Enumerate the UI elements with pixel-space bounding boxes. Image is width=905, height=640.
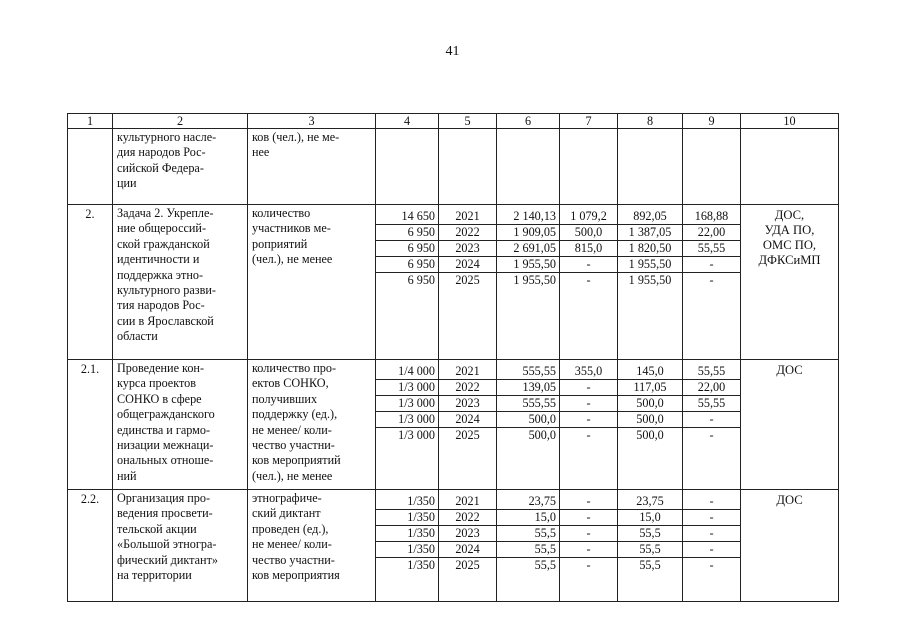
year-value: 2022: [439, 224, 496, 240]
other-value: -: [683, 427, 740, 443]
measure-name: [113, 490, 248, 602]
target-value: 6 950: [376, 224, 438, 240]
indicator-line: не менее/ коли-: [252, 537, 332, 552]
col-total: [497, 490, 560, 602]
other-value: 22,00: [683, 224, 740, 240]
reg-value: 1 955,50: [618, 256, 682, 272]
target-value: 1/3 000: [376, 411, 438, 427]
col-target: [376, 490, 439, 602]
indicator-line: ектов СОНКО,: [252, 376, 329, 391]
indicator-line: ков мероприятия: [252, 568, 340, 583]
measure-name-line: на территории: [117, 568, 192, 583]
total-value: 1 955,50: [497, 272, 559, 288]
other-value: -: [683, 411, 740, 427]
other-value: 55,55: [683, 240, 740, 256]
col-year: [439, 490, 497, 602]
fed-value: -: [560, 557, 617, 573]
measure-name-line: ний: [117, 468, 137, 483]
col-other: [683, 490, 741, 602]
executor-line: ДОС: [776, 363, 803, 377]
indicator-line: поддержку (ед.),: [252, 407, 338, 422]
indicator-line: этнографиче-: [252, 491, 322, 505]
target-value: 1/3 000: [376, 379, 438, 395]
total-value: 139,05: [497, 379, 559, 395]
col-reg: [618, 490, 683, 602]
col-target: [376, 360, 439, 490]
executor-line: УДА ПО,: [764, 223, 815, 237]
target-value: 14 650: [401, 209, 435, 223]
header-cell: 3: [248, 114, 376, 129]
fed-value: 500,0: [560, 224, 617, 240]
page-number: 41: [445, 44, 460, 59]
total-value: 55,5: [497, 541, 559, 557]
measure-name-line: сийской Федера-: [117, 160, 204, 175]
measure-name: [113, 360, 248, 490]
target-value: 1/350: [407, 494, 435, 508]
fed-value: -: [586, 494, 591, 508]
col-target: [376, 129, 439, 205]
reg-value: 500,0: [618, 395, 682, 411]
fed-value: -: [560, 525, 617, 541]
header-row: [68, 114, 839, 129]
item-number: [68, 129, 113, 205]
measure-name-line: низации межнаци-: [117, 438, 214, 453]
reg-value: 55,5: [618, 557, 682, 573]
year-value: 2025: [439, 557, 496, 573]
total-value: 1 909,05: [497, 224, 559, 240]
measure-name-line: дия народов Рос-: [117, 145, 206, 160]
fed-value: -: [560, 541, 617, 557]
indicator-line: (чел.), не менее: [252, 252, 333, 267]
indicator-line: чество участни-: [252, 552, 335, 567]
fed-value: -: [560, 427, 617, 443]
indicator: [248, 205, 376, 360]
fed-value: 355,0: [574, 364, 603, 378]
year-value: 2024: [439, 411, 496, 427]
measure-name-line: идентичности и: [117, 252, 200, 267]
indicator: [248, 129, 376, 205]
col-fed: [560, 129, 618, 205]
indicator-line: ков мероприятий: [252, 453, 341, 468]
year-value: 2022: [439, 509, 496, 525]
target-value: 1/350: [376, 541, 438, 557]
col-year: [439, 360, 497, 490]
indicator-line: проведен (ед.),: [252, 521, 329, 536]
measure-name: [113, 205, 248, 360]
measure-name-line: СОНКО в сфере: [117, 391, 202, 406]
table-row: [68, 205, 839, 360]
executor-line: ДОС,: [774, 208, 805, 222]
col-total: [497, 205, 560, 360]
header-cell: 6: [497, 114, 560, 129]
col-reg: [618, 205, 683, 360]
executor: [741, 360, 839, 490]
indicator-line: ский диктант: [252, 506, 321, 521]
target-value: 1/350: [376, 509, 438, 525]
measure-name-line: сии в Ярославской: [117, 313, 214, 328]
measure-name-line: фический диктант»: [117, 552, 218, 567]
item-number: 2.1.: [68, 360, 113, 490]
reg-value: 500,0: [618, 411, 682, 427]
target-value: 6 950: [376, 256, 438, 272]
measure-name-line: «Большой этногра-: [117, 537, 217, 552]
executor-line: ОМС ПО,: [762, 238, 817, 252]
other-value: 55,55: [697, 364, 726, 378]
measure-name-line: области: [117, 329, 158, 344]
target-value: 1/350: [376, 557, 438, 573]
col-other: [683, 129, 741, 205]
header-cell: 9: [683, 114, 741, 129]
target-value: 1/350: [376, 525, 438, 541]
col-total: [497, 129, 560, 205]
year-value: 2025: [439, 272, 496, 288]
target-value: 1/3 000: [376, 395, 438, 411]
year-value: 2023: [439, 525, 496, 541]
col-total: [497, 360, 560, 490]
item-number: 2.: [68, 205, 113, 360]
item-number: 2.2.: [68, 490, 113, 602]
table-row: [68, 490, 839, 602]
header-cell: 2: [113, 114, 248, 129]
measure-name-line: общегражданского: [117, 407, 215, 422]
executor-line: ДОС: [776, 493, 803, 507]
fed-value: -: [560, 256, 617, 272]
total-value: 500,0: [497, 411, 559, 427]
year-value: 2023: [439, 395, 496, 411]
target-value: 1/4 000: [398, 364, 435, 378]
measure-name-line: ведения просвети-: [117, 506, 213, 521]
measure-name-line: тельской акции: [117, 521, 197, 536]
total-value: 555,55: [497, 395, 559, 411]
indicator: [248, 360, 376, 490]
table-row: [68, 129, 839, 205]
measure-name-line: поддержка этно-: [117, 267, 204, 282]
other-value: -: [683, 256, 740, 272]
total-value: 2 140,13: [513, 209, 556, 223]
measure-name-line: тия народов Рос-: [117, 298, 205, 313]
reg-value: 15,0: [618, 509, 682, 525]
year-value: 2021: [455, 364, 480, 378]
col-other: [683, 360, 741, 490]
other-value: -: [683, 272, 740, 288]
reg-value: 500,0: [618, 427, 682, 443]
indicator-line: участников ме-: [252, 221, 331, 236]
header-cell: 1: [68, 114, 113, 129]
target-value: 1/3 000: [376, 427, 438, 443]
executor: [741, 490, 839, 602]
col-fed: [560, 360, 618, 490]
fed-value: 1 079,2: [570, 209, 607, 223]
other-value: 55,55: [683, 395, 740, 411]
measure-name-line: ской гражданской: [117, 236, 210, 251]
measure-name-line: единства и гармо-: [117, 422, 211, 437]
reg-value: 892,05: [633, 209, 667, 223]
measure-name-line: Проведение кон-: [117, 361, 205, 375]
measure-name-line: ональных отноше-: [117, 453, 214, 468]
indicator-line: не менее/ коли-: [252, 422, 332, 437]
header-cell: 7: [560, 114, 618, 129]
col-target: [376, 205, 439, 360]
indicator-line: количество: [252, 206, 311, 220]
reg-value: 55,5: [618, 541, 682, 557]
total-value: 2 691,05: [497, 240, 559, 256]
indicator-line: количество про-: [252, 361, 336, 375]
fed-value: 815,0: [560, 240, 617, 256]
other-value: -: [683, 541, 740, 557]
reg-value: 117,05: [618, 379, 682, 395]
other-value: -: [683, 509, 740, 525]
total-value: 15,0: [497, 509, 559, 525]
col-year: [439, 129, 497, 205]
executor-line: ДФКСиМП: [758, 253, 821, 267]
total-value: 1 955,50: [497, 256, 559, 272]
fed-value: -: [560, 411, 617, 427]
target-value: 6 950: [376, 272, 438, 288]
reg-value: 23,75: [636, 494, 664, 508]
other-value: -: [709, 494, 714, 508]
year-value: 2021: [455, 494, 480, 508]
year-value: 2024: [439, 256, 496, 272]
indicator-line: получивших: [252, 391, 318, 406]
total-value: 500,0: [497, 427, 559, 443]
reg-value: 1 955,50: [618, 272, 682, 288]
indicator-line: чество участни-: [252, 438, 335, 453]
indicator-line: ков (чел.), не ме-: [252, 130, 340, 144]
measure-name-line: культурного насле-: [117, 130, 217, 144]
fed-value: -: [560, 509, 617, 525]
target-value: 6 950: [376, 240, 438, 256]
other-value: -: [683, 525, 740, 541]
indicator-line: нее: [252, 145, 270, 160]
measure-name-line: ние общероссий-: [117, 221, 207, 236]
indicator: [248, 490, 376, 602]
indicator-line: (чел.), не менее: [252, 468, 333, 483]
year-value: 2022: [439, 379, 496, 395]
header-cell: 5: [439, 114, 497, 129]
col-reg: [618, 129, 683, 205]
col-year: [439, 205, 497, 360]
measure-name: [113, 129, 248, 205]
fed-value: -: [560, 379, 617, 395]
measure-name-line: Задача 2. Укрепле-: [117, 206, 214, 220]
reg-value: 1 820,50: [618, 240, 682, 256]
year-value: 2023: [439, 240, 496, 256]
col-fed: [560, 205, 618, 360]
year-value: 2024: [439, 541, 496, 557]
reg-value: 145,0: [636, 364, 664, 378]
executor: [741, 129, 839, 205]
fed-value: -: [560, 395, 617, 411]
header-cell: 8: [618, 114, 683, 129]
reg-value: 55,5: [618, 525, 682, 541]
indicator-line: роприятий: [252, 236, 308, 251]
total-value: 55,5: [497, 525, 559, 541]
measure-name-line: Организация про-: [117, 491, 211, 505]
year-value: 2025: [439, 427, 496, 443]
col-other: [683, 205, 741, 360]
table-row: [68, 360, 839, 490]
header-cell: 10: [741, 114, 839, 129]
header-cell: 4: [376, 114, 439, 129]
year-value: 2021: [455, 209, 480, 223]
program-table: [67, 113, 839, 602]
other-value: 22,00: [683, 379, 740, 395]
total-value: 55,5: [497, 557, 559, 573]
other-value: 168,88: [694, 209, 729, 223]
col-fed: [560, 490, 618, 602]
executor: [741, 205, 839, 360]
other-value: -: [683, 557, 740, 573]
col-reg: [618, 360, 683, 490]
measure-name-line: культурного разви-: [117, 283, 216, 298]
measure-name-line: ции: [117, 176, 137, 191]
fed-value: -: [560, 272, 617, 288]
reg-value: 1 387,05: [618, 224, 682, 240]
measure-name-line: курса проектов: [117, 376, 196, 391]
total-value: 555,55: [522, 364, 556, 378]
total-value: 23,75: [528, 494, 556, 508]
